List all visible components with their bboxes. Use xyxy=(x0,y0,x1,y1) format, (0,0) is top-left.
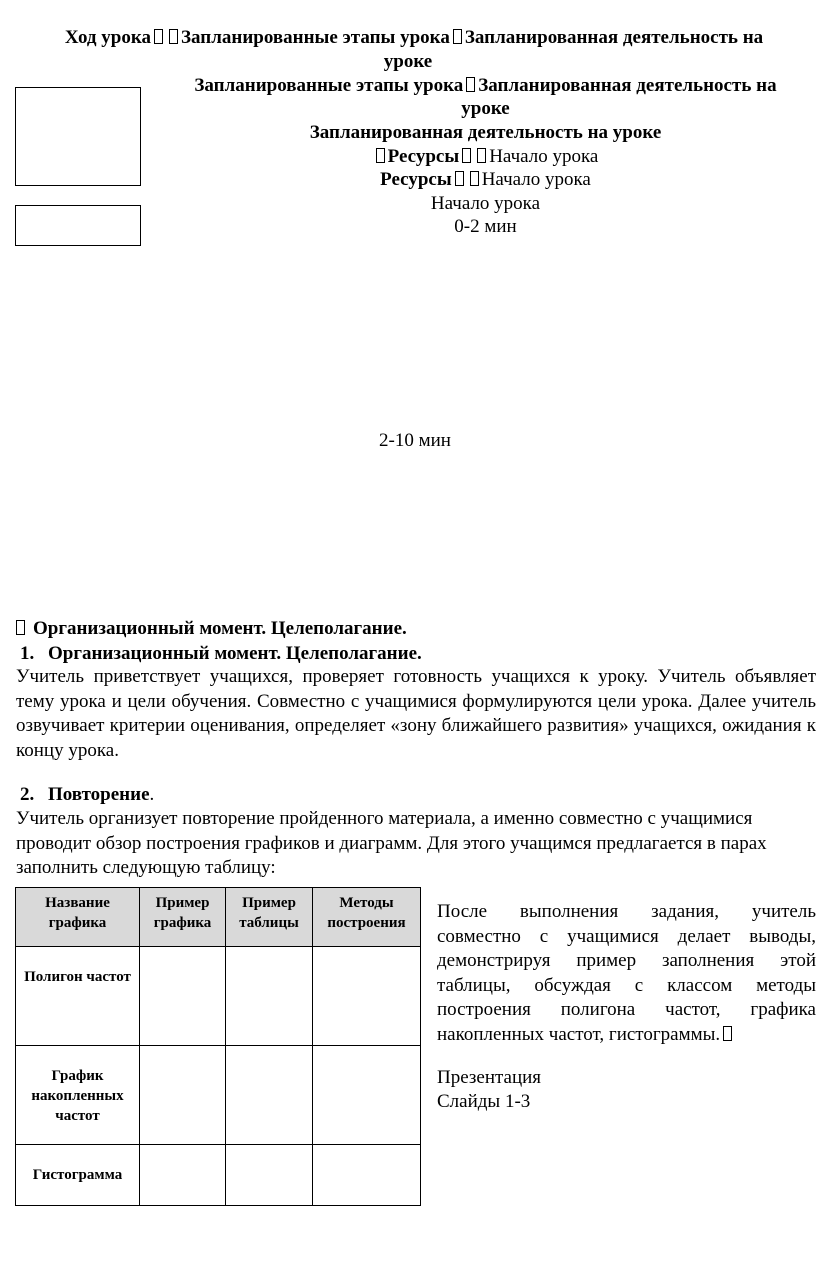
header-line-5: Запланированная деятельность на уроке xyxy=(309,122,662,143)
missing-glyph-icon xyxy=(16,620,25,635)
missing-glyph-icon xyxy=(723,1026,732,1041)
table-cell[interactable] xyxy=(140,1046,226,1145)
resource-presentation: Презентация xyxy=(437,1067,542,1088)
table-header-cell: Название графика xyxy=(16,888,140,947)
header-line-8: Начало урока xyxy=(430,193,541,214)
resource-slides: Слайды 1-3 xyxy=(437,1091,531,1112)
table-row xyxy=(16,947,421,1046)
header-line-6: Ресурсы Начало урока xyxy=(0,145,816,169)
section2-body: Учитель организует повторение пройденного материала, а именно совместно с учащимися проводит обзор построения графиков и диаграмм. Для этого учащимся предлагается в парах заполнить следующую таблицу: xyxy=(16,808,767,878)
header-line-2: уроке xyxy=(383,51,433,72)
missing-glyph-icon xyxy=(169,29,178,44)
table-header-row xyxy=(16,888,421,947)
time-2-10: 2-10 мин xyxy=(379,430,451,451)
table-header-cell: Методы построения xyxy=(313,888,421,947)
table-cell[interactable] xyxy=(226,1046,313,1145)
table-header-cell: Пример таблицы xyxy=(226,888,313,947)
table-cell[interactable] xyxy=(226,1145,313,1206)
header-line-7: Ресурсы Начало урока xyxy=(380,169,591,190)
missing-glyph-icon xyxy=(470,171,479,186)
graphs-table xyxy=(15,887,421,1206)
header-line-4: уроке xyxy=(461,98,510,119)
section1-heading: 1. Организационный момент. Целеполагание. xyxy=(20,643,422,664)
missing-glyph-icon xyxy=(376,148,385,163)
missing-glyph-icon xyxy=(466,77,475,92)
table-row-label: Полигон частот xyxy=(16,947,140,1046)
table-cell[interactable] xyxy=(313,1046,421,1145)
header-line-1: Ход урока Запланированные этапы урока Запланированная деятельность на xyxy=(64,27,764,48)
table-cell[interactable] xyxy=(313,1145,421,1206)
table-row xyxy=(16,1046,421,1145)
conclusion-paragraph: После выполнения задания, учитель совместно с учащимися делает выводы, демонстрируя пример заполнения этой таблицы, обсуждая с классом методы построения полигона частот, графика накопленных частот, гистограммы. xyxy=(437,901,816,1045)
header-line-3: Запланированные этапы урока Запланированная деятельность на xyxy=(194,75,777,96)
table-cell[interactable] xyxy=(140,1145,226,1206)
time-0-2: 0-2 мин xyxy=(454,216,517,237)
table-cell[interactable] xyxy=(140,947,226,1046)
missing-glyph-icon xyxy=(462,148,471,163)
missing-glyph-icon xyxy=(154,29,163,44)
table-row xyxy=(16,1145,421,1206)
table-cell[interactable] xyxy=(313,947,421,1046)
missing-glyph-icon xyxy=(455,171,464,186)
section1-bullet-heading: Организационный момент. Целеполагание. xyxy=(16,617,407,641)
missing-glyph-icon xyxy=(477,148,486,163)
table-row-label: График накопленных частот xyxy=(16,1046,140,1145)
table-header-cell: Пример графика xyxy=(140,888,226,947)
table-row-label: Гистограмма xyxy=(16,1145,140,1206)
table-cell[interactable] xyxy=(226,947,313,1046)
section1-body: Учитель приветствует учащихся, проверяет готовность учащихся к уроку. Учитель объявляет тему урока и цели обучения. Совместно с учащимися формулируются цели урока. Далее учитель озвучивает критерии оценивания, определяет «зону ближайшего развития» учащихся, ожидания к концу урока. xyxy=(16,666,816,761)
missing-glyph-icon xyxy=(453,29,462,44)
section2-heading: 2. Повторение. xyxy=(20,784,155,805)
